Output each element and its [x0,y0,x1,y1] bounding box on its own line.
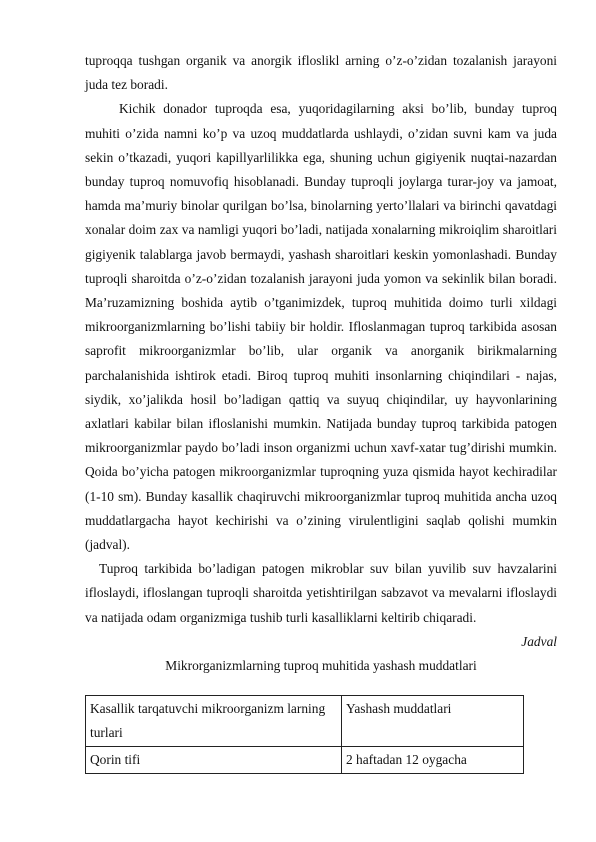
table-header-row [86,696,524,747]
table-title: Mikrorganizmlarning tuproq muhitida yashash muddatlari [165,658,477,674]
header-cell-duration: Yashash muddatlari [342,696,524,747]
paragraph-3: Tuproq tarkibida bo’ladigan patogen mikroblar suv bilan yuvilib suv havzalarini ifloslaydi, ifloslangan tuproqli sharoitda yetishtirilgan sabzavot va mevalarni ifloslaydi va natijada odam organizmiga tushib turli kasalliklarni keltirib chiqaradi. [85,561,557,625]
survival-table [85,695,524,774]
header-cell-organism: Kasallik tarqatuvchi mikroorganizm larning turlari [86,696,342,747]
table-label: Jadval [521,633,557,649]
paragraph-2: Kichik donador tuproqda esa, yuqoridagilarning aksi bo’lib, bunday tuproq muhiti o’zida namni ko’p va uzoq muddatlarda ushlaydi, o’zidan suvni kam va juda sekin o’tkazadi, yuqori kapillyarlilikka ega, shuning uchun gigiyenik nuqtai-nazardan bunday tuproq nomuvofiq hisoblanadi. Bunday tuproqli joylarga turar-joy va jamoat, hamda ma’muriy binolar qurilgan bo’lsa, binolarning yerto’llalari va birinchi qavatdagi xonalar doim zax va namligi yuqori bo’ladi, natijada xonalarning mikroiqlim sharoitlari gigiyenik talablarga javob bermaydi, yashash sharoitlari keskin yomonlashadi. Bunday tuproqli sharoitda o’z-o’zidan tozalanish jarayoni juda yomon va sekinlik bilan boradi. Ma’ruzamizning boshida aytib o’tganimizdek, tuproq muhitida doimo turli xildagi mikroorganizmlarning bo’lishi tabiiy bir holdir. Ifloslanmagan tuproq tarkibida asosan saprofit mikroorganizmlar bo’lib, ular organik va anorganik birikmalarning parchalanishida ishtirok etadi. Biroq tuproq muhiti insonlarning chiqindilari - najas, siydik, xo’jalikda hosil bo’ladigan qattiq va suyuq chiqindilar, uy hayvonlarining axlatlari kabilar bilan ifloslanishi mumkin. Natijada bunday tuproq tarkibida patogen mikroorganizmlar paydo bo’ladi inson organizmi uchun xavf-xatar tug’dirishi mumkin. Qoida bo’yicha patogen mikroorganizmlar tuproqning yuza qismida hayot kechiradilar (1-10 sm). Bunday kasallik chaqiruvchi mikroorganizmlar tuproq muhitida ancha uzoq muddatlargacha hayot kechirishi va o’zining virulentligini saqlab qolishi mumkin (jadval). [85,101,557,553]
table-row [86,747,524,774]
cell-duration: 2 haftadan 12 oygacha [342,747,524,774]
document-page [85,49,557,774]
paragraph-1: tuproqqa tushgan organik va anorgik ifloslikl arning o’z-o’zidan tozalanish jarayoni juda tez boradi. [85,53,557,93]
cell-organism: Qorin tifi [86,747,342,774]
